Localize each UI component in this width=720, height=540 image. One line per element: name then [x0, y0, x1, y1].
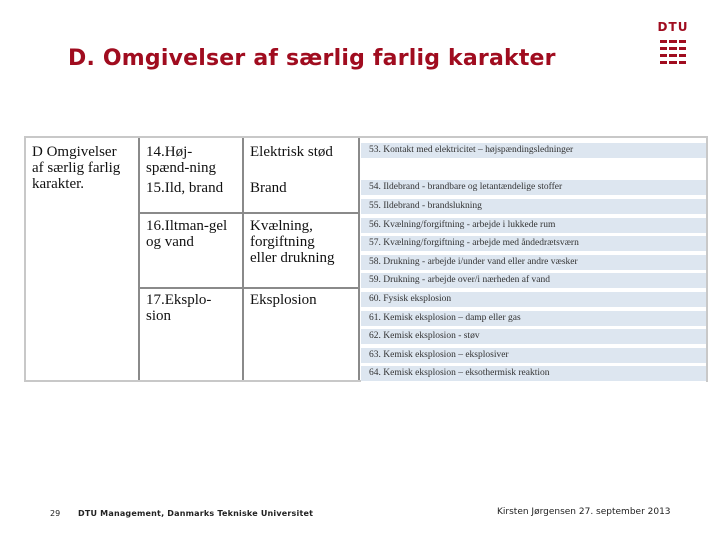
category-code: 17.Eksplo- sion [146, 292, 212, 324]
risk-category-table [24, 136, 708, 382]
table-divider [138, 138, 140, 380]
subcategory-row: 63. Kemisk eksplosion – eksplosiver [361, 348, 706, 365]
table-divider [358, 138, 360, 380]
footer-organization: DTU Management, Danmarks Tekniske Universitet [78, 509, 314, 518]
subcategory-row: 53. Kontakt med elektricitet – højspændingsledninger [361, 143, 706, 160]
slide-title: D. Omgivelser af særlig farlig karakter [68, 46, 556, 71]
subcategory-row: 54. Ildebrand - brandbare og letantændelige stoffer [361, 180, 706, 197]
category-name: Kvælning, forgiftning eller drukning [250, 218, 335, 266]
footer-author-date: Kirsten Jørgensen 27. september 2013 [497, 507, 671, 517]
page-number: 29 [50, 509, 61, 518]
subcategory-list [361, 143, 706, 379]
dtu-logo-bars-icon [658, 38, 688, 64]
subcategory-row: 58. Drukning - arbejde i/under vand eller andre væsker [361, 255, 706, 272]
dtu-logo [656, 20, 690, 64]
category-code: 16.Iltman-gel og vand [146, 218, 228, 250]
dtu-logo-text: DTU [657, 20, 689, 34]
subcategory-row: 59. Drukning - arbejde over/i nærheden af vand [361, 273, 706, 290]
category-code: 15.Ild, brand [146, 180, 224, 196]
subcategory-row: 56. Kvælning/forgiftning - arbejde i lukkede rum [361, 218, 706, 235]
category-code: 14.Høj- spænd-ning [146, 144, 217, 176]
subcategory-row: 61. Kemisk eksplosion – damp eller gas [361, 311, 706, 328]
category-name: Elektrisk stød [250, 144, 333, 160]
subcategory-row: 60. Fysisk eksplosion [361, 292, 706, 309]
category-name: Brand [250, 180, 287, 196]
table-divider [138, 287, 360, 289]
subcategory-row: 62. Kemisk eksplosion - støv [361, 329, 706, 346]
category-name: Eksplosion [250, 292, 317, 308]
table-divider [138, 212, 360, 214]
group-label: D Omgivelser af særlig farlig karakter. [32, 144, 121, 192]
table-divider [242, 138, 244, 380]
subcategory-row: 55. Ildebrand - brandslukning [361, 199, 706, 216]
subcategory-row: 64. Kemisk eksplosion – eksothermisk reaktion [361, 366, 706, 383]
subcategory-row: 57. Kvælning/forgiftning - arbejde med åndedrætsværn [361, 236, 706, 253]
